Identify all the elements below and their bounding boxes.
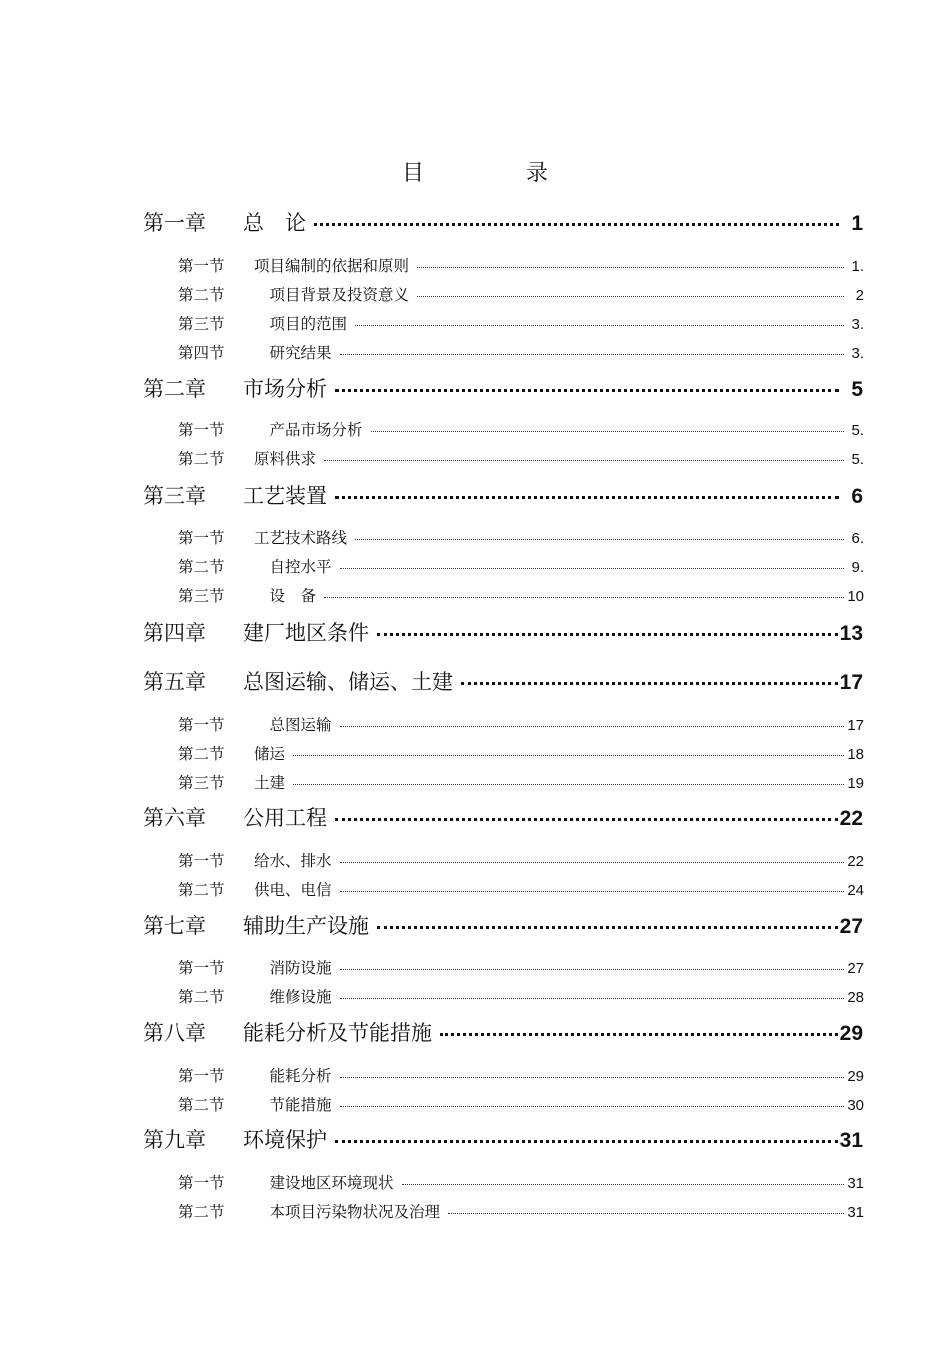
page-number: 31 (839, 1129, 863, 1152)
toc-section-entry[interactable] (178, 985, 864, 1007)
page-number: 10 (847, 588, 864, 605)
toc-section-entry[interactable] (178, 849, 864, 871)
dot-leader (324, 460, 844, 461)
toc-section-entry[interactable] (178, 742, 864, 764)
dot-leader (335, 496, 839, 499)
toc-chapter-entry[interactable] (143, 373, 863, 403)
section-number: 第一节 (178, 1174, 225, 1192)
toc-title: 目 录 (401, 161, 588, 186)
dot-leader (355, 325, 844, 326)
section-number: 第一节 (178, 257, 225, 275)
section-number: 第一节 (178, 1067, 225, 1085)
page-number: 5 (851, 378, 863, 401)
toc-section-entry[interactable] (178, 771, 864, 793)
toc-section-entry[interactable] (178, 1171, 864, 1193)
section-title: 工艺技术路线 (254, 529, 348, 547)
chapter-number: 第八章 (143, 1021, 206, 1045)
section-number: 第一节 (178, 421, 225, 439)
dot-leader (417, 267, 844, 268)
toc-section-entry[interactable] (178, 312, 864, 334)
page-number: 1 (851, 212, 863, 235)
chapter-title: 总图运输、储运、土建 (243, 670, 453, 694)
section-title: 项目编制的依据和原则 (254, 257, 410, 275)
section-title: 产品市场分析 (254, 421, 363, 439)
dot-leader (340, 568, 844, 569)
chapter-number: 第一章 (143, 211, 206, 235)
section-title: 建设地区环境现状 (254, 1174, 394, 1192)
page-number: 18 (847, 746, 864, 763)
page-number: 1. (851, 258, 864, 275)
page-number: 27 (839, 915, 863, 938)
page-number: 6 (851, 485, 863, 508)
toc-chapter-entry[interactable] (143, 1017, 863, 1047)
dot-leader (448, 1213, 844, 1214)
page-number: 29 (839, 1022, 863, 1045)
toc-section-entry[interactable] (178, 1064, 864, 1086)
section-title: 项目背景及投资意义 (254, 286, 410, 304)
toc-chapter-entry[interactable] (143, 480, 863, 510)
toc-section-entry[interactable] (178, 878, 864, 900)
chapter-title: 工艺装置 (243, 484, 327, 508)
dot-leader (335, 389, 839, 392)
dot-leader (293, 784, 844, 785)
section-title: 本项目污染物状况及治理 (254, 1203, 441, 1221)
section-title: 给水、排水 (254, 852, 332, 870)
chapter-title: 市场分析 (243, 377, 327, 401)
dot-leader (324, 597, 844, 598)
toc-section-entry[interactable] (178, 584, 864, 606)
toc-section-entry[interactable] (178, 283, 864, 305)
section-title: 自控水平 (254, 558, 332, 576)
section-number: 第四节 (178, 344, 225, 362)
section-title: 维修设施 (254, 988, 332, 1006)
page-number: 13 (839, 622, 863, 645)
dot-leader (461, 682, 838, 685)
dot-leader (340, 726, 844, 727)
section-number: 第二节 (178, 745, 225, 763)
chapter-number: 第六章 (143, 806, 206, 830)
dot-leader (314, 223, 839, 226)
page-number: 3. (851, 316, 864, 333)
page-number: 30 (847, 1097, 864, 1114)
page-number: 29 (847, 1068, 864, 1085)
section-number: 第二节 (178, 988, 225, 1006)
section-number: 第二节 (178, 881, 225, 899)
dot-leader (377, 633, 838, 636)
page-number: 17 (847, 717, 864, 734)
page-number: 17 (839, 671, 863, 694)
page-number: 28 (847, 989, 864, 1006)
section-title: 土建 (254, 774, 286, 792)
toc-chapter-entry[interactable] (143, 802, 863, 832)
dot-leader (335, 1140, 838, 1143)
dot-leader (417, 296, 844, 297)
section-number: 第三节 (178, 587, 225, 605)
page-number: 22 (847, 853, 864, 870)
chapter-title: 建厂地区条件 (243, 621, 369, 645)
section-title: 供电、电信 (254, 881, 332, 899)
dot-leader (340, 998, 844, 999)
toc-section-entry[interactable] (178, 254, 864, 276)
toc-chapter-entry[interactable] (143, 1124, 863, 1154)
section-title: 消防设施 (254, 959, 332, 977)
toc-section-entry[interactable] (178, 956, 864, 978)
page-number: 22 (839, 807, 863, 830)
chapter-number: 第七章 (143, 914, 206, 938)
dot-leader (340, 891, 844, 892)
dot-leader (371, 431, 844, 432)
chapter-title: 能耗分析及节能措施 (243, 1021, 432, 1045)
toc-section-entry[interactable] (178, 341, 864, 363)
dot-leader (335, 818, 838, 821)
section-number: 第二节 (178, 1096, 225, 1114)
chapter-number: 第三章 (143, 484, 206, 508)
section-number: 第一节 (178, 852, 225, 870)
page-number: 2 (855, 287, 864, 304)
section-title: 设 备 (254, 587, 317, 605)
toc-section-entry[interactable] (178, 418, 864, 440)
page-number: 5. (851, 422, 864, 439)
toc-section-entry[interactable] (178, 555, 864, 577)
chapter-number: 第九章 (143, 1128, 206, 1152)
toc-section-entry[interactable] (178, 526, 864, 548)
section-title: 储运 (254, 745, 286, 763)
page-number: 19 (847, 775, 864, 792)
section-title: 能耗分析 (254, 1067, 332, 1085)
section-title: 研究结果 (254, 344, 332, 362)
toc-chapter-entry[interactable] (143, 617, 863, 647)
section-title: 节能措施 (254, 1096, 332, 1114)
toc-chapter-entry[interactable] (143, 666, 863, 696)
page-number: 24 (847, 882, 864, 899)
chapter-number: 第二章 (143, 377, 206, 401)
dot-leader (340, 1077, 844, 1078)
section-number: 第一节 (178, 529, 225, 547)
page-number: 31 (847, 1175, 864, 1192)
dot-leader (402, 1184, 844, 1185)
section-number: 第三节 (178, 315, 225, 333)
dot-leader (340, 862, 844, 863)
toc-section-entry[interactable] (178, 447, 864, 469)
section-number: 第一节 (178, 716, 225, 734)
section-number: 第二节 (178, 286, 225, 304)
page-number: 27 (847, 960, 864, 977)
section-title: 总图运输 (254, 716, 332, 734)
dot-leader (340, 969, 844, 970)
page-number: 5. (851, 451, 864, 468)
chapter-title: 辅助生产设施 (243, 914, 369, 938)
section-number: 第三节 (178, 774, 225, 792)
chapter-title: 总 论 (243, 211, 306, 235)
section-number: 第二节 (178, 450, 225, 468)
chapter-number: 第五章 (143, 670, 206, 694)
toc-section-entry[interactable] (178, 1200, 864, 1222)
chapter-number: 第四章 (143, 621, 206, 645)
dot-leader (340, 354, 844, 355)
toc-chapter-entry[interactable] (143, 910, 863, 940)
toc-section-entry[interactable] (178, 1093, 864, 1115)
chapter-title: 环境保护 (243, 1128, 327, 1152)
section-number: 第二节 (178, 1203, 225, 1221)
page-number: 3. (851, 345, 864, 362)
toc-chapter-entry[interactable] (143, 207, 863, 237)
dot-leader (293, 755, 844, 756)
dot-leader (355, 539, 844, 540)
section-number: 第二节 (178, 558, 225, 576)
dot-leader (440, 1033, 838, 1036)
page-number: 9. (851, 559, 864, 576)
dot-leader (377, 926, 838, 929)
page-number: 31 (847, 1204, 864, 1221)
section-number: 第一节 (178, 959, 225, 977)
toc-section-entry[interactable] (178, 713, 864, 735)
section-title: 原料供求 (254, 450, 317, 468)
page-number: 6. (851, 530, 864, 547)
chapter-title: 公用工程 (243, 806, 327, 830)
dot-leader (340, 1106, 844, 1107)
section-title: 项目的范围 (254, 315, 348, 333)
